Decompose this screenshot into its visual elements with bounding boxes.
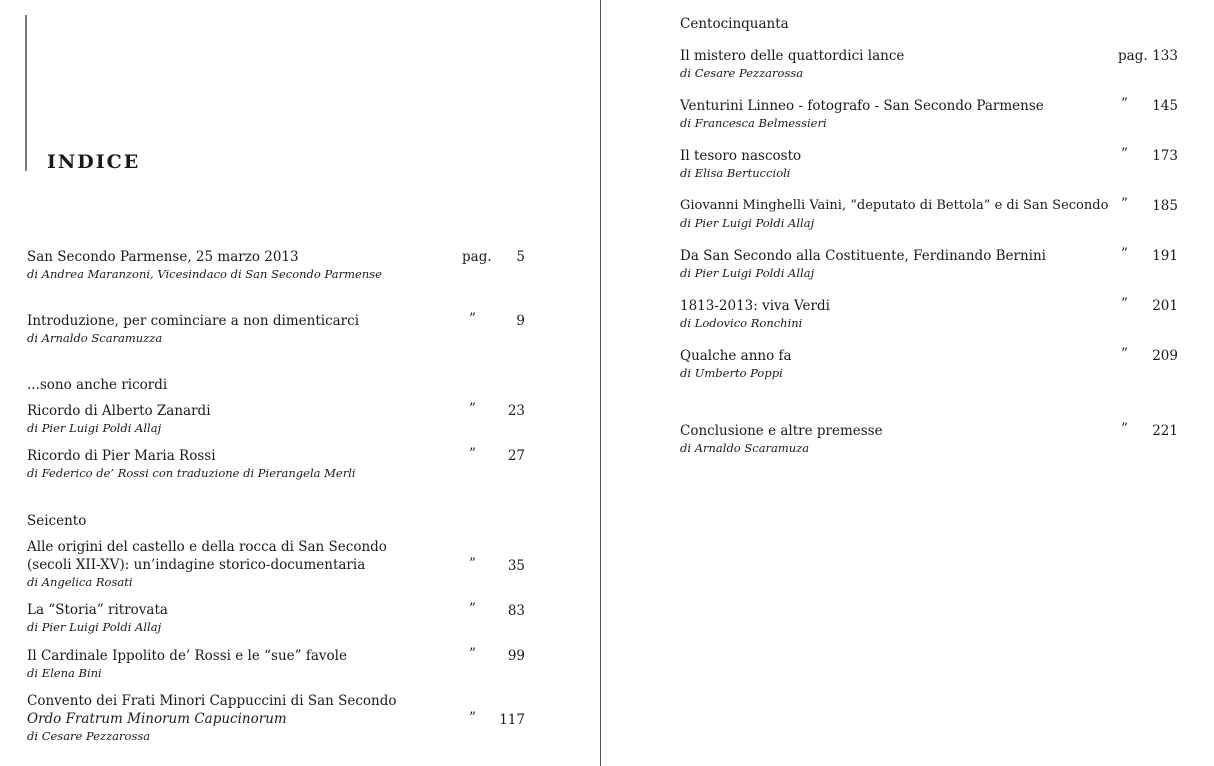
entry-title: Il mistero delle quattordici lance: [680, 48, 905, 64]
ditto-mark: ”: [469, 311, 476, 327]
entry-title: Qualche anno fa: [680, 348, 792, 364]
toc-entry: [680, 247, 1046, 282]
toc-entry: [680, 422, 883, 457]
page-number: 191: [1152, 248, 1178, 264]
entry-author: di Cesare Pezzarossa: [27, 729, 151, 743]
ditto-mark: ”: [469, 401, 476, 417]
page-number: 221: [1152, 423, 1178, 439]
page-number: 27: [507, 448, 525, 464]
entry-title: La “Storia” ritrovata: [27, 602, 168, 618]
left-page: [0, 0, 600, 766]
entry-author: di Umberto Poppi: [680, 366, 783, 380]
ditto-mark: ”: [1121, 421, 1128, 437]
ditto-mark: ”: [1121, 296, 1128, 312]
toc-entry: [680, 97, 1044, 132]
entry-title-line2: Ordo Fratrum Minorum Capucinorum: [27, 711, 287, 727]
page-number: 35: [507, 558, 525, 574]
section-title: ...sono anche ricordi: [27, 377, 168, 393]
toc-entry: [27, 538, 387, 591]
entry-author: di Francesca Belmessieri: [680, 116, 827, 130]
entry-title: Il Cardinale Ippolito de’ Rossi e le “sue” favole: [27, 648, 347, 664]
entry-author: di Cesare Pezzarossa: [680, 66, 804, 80]
entry-title: Da San Secondo alla Costituente, Ferdinando Bernini: [680, 248, 1046, 264]
entry-author: di Pier Luigi Poldi Allaj: [680, 266, 815, 280]
entry-title: Giovanni Minghelli Vaini, “deputato di Bettola” e di San Secondo: [680, 198, 1109, 213]
entry-author: di Pier Luigi Poldi Allaj: [27, 620, 162, 634]
entry-author: di Elisa Bertuccioli: [680, 166, 791, 180]
right-page: [601, 0, 1214, 766]
ditto-mark: ”: [1121, 96, 1128, 112]
ditto-mark: ”: [469, 446, 476, 462]
entry-title: Conclusione e altre premesse: [680, 423, 883, 439]
title-rule: [25, 15, 27, 171]
entry-title: Convento dei Frati Minori Cappuccini di San Secondo: [27, 693, 397, 709]
page-number: 201: [1152, 298, 1178, 314]
toc-entry: [680, 297, 830, 332]
page-number: 209: [1152, 348, 1178, 364]
toc-entry: [680, 347, 792, 382]
page-number: 133: [1152, 48, 1178, 64]
toc-entry: [27, 248, 382, 283]
toc-entry: [27, 312, 359, 347]
entry-author: di Arnaldo Scaramuzza: [27, 331, 163, 345]
toc-entry: [27, 447, 356, 482]
entry-author: di Pier Luigi Poldi Allaj: [27, 421, 162, 435]
entry-title: Il tesoro nascosto: [680, 148, 802, 164]
entry-title-line2: (secoli XII-XV): un’indagine storico-documentaria: [27, 557, 366, 573]
page-number: 23: [507, 403, 525, 419]
page-number: 83: [507, 603, 525, 619]
ditto-mark: ”: [1121, 146, 1128, 162]
ditto-mark: ”: [1121, 196, 1128, 212]
entry-author: di Angelica Rosati: [27, 575, 133, 589]
entry-title: Alle origini del castello e della rocca di San Secondo: [27, 539, 387, 555]
page-number: 185: [1152, 198, 1178, 214]
entry-title: 1813-2013: viva Verdi: [680, 298, 830, 314]
entry-title: Ricordo di Alberto Zanardi: [27, 403, 211, 419]
page-number: 173: [1152, 148, 1178, 164]
ditto-mark: ”: [1121, 246, 1128, 262]
ditto-mark: ”: [469, 710, 476, 726]
entry-title: San Secondo Parmense, 25 marzo 2013: [27, 249, 299, 265]
page-number: 117: [499, 712, 525, 728]
toc-entry: [680, 147, 801, 182]
ditto-mark: ”: [469, 556, 476, 572]
page-number: 145: [1152, 98, 1178, 114]
page-label: pag.: [462, 249, 492, 265]
toc-entry: [680, 47, 904, 82]
entry-author: di Pier Luigi Poldi Allaj: [680, 216, 815, 230]
page-number: 5: [516, 249, 525, 265]
page-label: pag.: [1118, 48, 1148, 64]
section-title: Centocinquanta: [680, 16, 789, 32]
toc-entry: [27, 692, 397, 745]
toc-entry: [27, 601, 168, 636]
toc-entry: [680, 197, 1108, 232]
entry-author: di Lodovico Ronchini: [680, 316, 803, 330]
toc-entry: [27, 402, 211, 437]
page-number: 9: [516, 313, 525, 329]
entry-author: di Arnaldo Scaramuza: [680, 441, 810, 455]
entry-author: di Andrea Maranzoni, Vicesindaco di San Secondo Parmense: [27, 267, 382, 281]
entry-author: di Elena Bini: [27, 666, 102, 680]
entry-title: Ricordo di Pier Maria Rossi: [27, 448, 216, 464]
entry-title: Venturini Linneo - fotografo - San Secondo Parmense: [680, 98, 1044, 114]
page-title: INDICE: [47, 151, 141, 173]
toc-entry: [27, 647, 347, 682]
section-title: Seicento: [27, 513, 87, 529]
page-number: 99: [507, 648, 525, 664]
entry-title: Introduzione, per cominciare a non dimenticarci: [27, 313, 360, 329]
ditto-mark: ”: [469, 646, 476, 662]
entry-author: di Federico de’ Rossi con traduzione di Pierangela Merli: [27, 466, 356, 480]
ditto-mark: ”: [469, 601, 476, 617]
ditto-mark: ”: [1121, 346, 1128, 362]
